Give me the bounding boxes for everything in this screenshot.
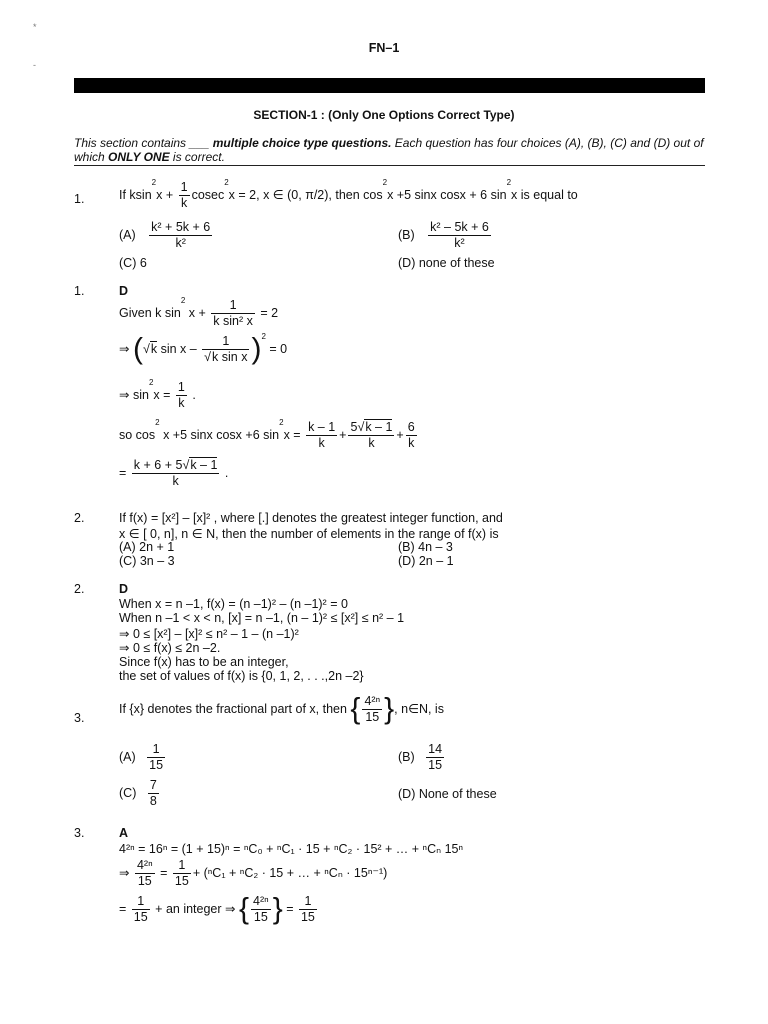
option-c: (C) $\frac{7}{8}$ [119, 778, 157, 808]
fraction: $\frac{\text{k² – 5k + 6}}{\text{k²}}$ [430, 220, 489, 250]
question-stem: If {x} denotes the fractional part of x, then { $\frac{\text{4²ⁿ}}{15}$ }, n∈N, is [119, 692, 444, 726]
stem-text: x is equal to [511, 187, 578, 202]
stem-text: x = 2, x ∈ (0, π/2), then cos [228, 187, 383, 202]
option-b [398, 220, 493, 251]
solution-line: When x = n –1, f(x) = (n –1)² – (n –1)² = 0 [119, 597, 348, 611]
fraction: $\frac{6}{k}$ [407, 420, 415, 450]
option-c: (C) 3n – 3 [119, 554, 175, 568]
answer-key: D [119, 582, 129, 596]
fraction: $\frac{\text{4²ⁿ}}{15}$ [253, 894, 269, 924]
fraction: $\frac{7}{8}$ [149, 778, 157, 808]
solution-line: Given k $\sin^2 x$ + $\frac{1}{\text{k sin² x}}$ = 2 [119, 296, 279, 328]
fraction: $\frac{1}{k}$ [180, 180, 188, 210]
stem-text: x + [156, 187, 177, 202]
fraction: $\frac{1}{k}$ [177, 380, 185, 410]
option-d: (D) none of these [398, 256, 495, 270]
margin-mark: - [33, 60, 36, 70]
question-number: 1. [74, 192, 85, 206]
divider [74, 165, 705, 166]
option-a [119, 220, 214, 251]
solution-line: Since f(x) has to be an integer, [119, 655, 289, 669]
fraction: $\frac{5√k - 1}{k}$ [350, 420, 393, 450]
solution-line: ⇒ 0 ≤ [x²] – [x]² ≤ n² – 1 – (n –1)² [119, 627, 299, 641]
intro-text: is correct. [169, 150, 225, 164]
answer-key: A [119, 826, 129, 840]
option-c: (C) 6 [119, 256, 147, 270]
fraction: $\frac{\text{4²ⁿ}}{15}$ [136, 858, 153, 888]
solution-line: ⇒ $\sin^2x$ = $\frac{1}{k}$ . [119, 378, 196, 410]
fraction: $\frac{1}{15}$ [174, 858, 189, 888]
solution-line: When n –1 < x < n, [x] = n –1, (n – 1)² ≤ [x²] ≤ n² – 1 [119, 611, 405, 625]
solution-line: the set of values of f(x) is {0, 1, 2, . . .,2n –2} [119, 669, 364, 683]
fraction: $\frac{1}{15}$ [300, 894, 315, 924]
stem-text: If ksin [119, 187, 152, 202]
intro-text: Each question has four choices (A), (B), (C) and (D) out of which [74, 136, 704, 164]
question-stem: x ∈ [ 0, n], n ∈ N, then the number of elements in the range of f(x) is [119, 527, 499, 541]
option-label: (A) [119, 227, 136, 242]
solution-line: ⇒ 0 ≤ f(x) ≤ 2n –2. [119, 641, 221, 655]
answer-key: D [119, 284, 129, 298]
stem-text: cosec [191, 187, 225, 202]
fraction: $\frac{1}{\text{√k sin x}}$ [204, 334, 248, 364]
solution-line: 4²ⁿ = 16ⁿ = (1 + 15)ⁿ = ⁿC₀ + ⁿC₁ · 15 + ⁿC₂ · 15² + … + ⁿCₙ 15ⁿ [119, 842, 464, 856]
solution-line: ⇒ $\frac{\text{4²ⁿ}}{15}$ = $\frac{1}{15}$ + (ⁿC₁ + ⁿC₂ · 15 + … + ⁿCₙ · 15ⁿ⁻¹) [119, 858, 388, 888]
section-intro [74, 136, 705, 164]
fraction: $\frac{k - 1}{k}$ [308, 420, 336, 450]
question-number: 3. [74, 711, 85, 725]
option-d: (D) 2n – 1 [398, 554, 454, 568]
solution-line: so $\cos^2 x +5$ sinx cosx +6 $\sin^2x$ = $\frac{k - 1}{k}$ + $\frac{5√k - 1}{k}$ + $\frac{6}{k}$ [119, 418, 415, 450]
option-a: (A) $\frac{1}{15}$ [119, 742, 164, 772]
option-b: (B) 4n – 3 [398, 540, 453, 554]
solution-line: = $\frac{1}{15}$ + an integer ⇒ { $\frac{\text{4²ⁿ}}{15}$ } = $\frac{1}{15}$ [119, 892, 315, 926]
header-band [74, 78, 705, 93]
intro-bold: multiple choice type questions. [212, 136, 392, 150]
fraction: $\frac{1}{\text{k sin² x}}$ [213, 298, 253, 328]
option-d: (D) None of these [398, 787, 497, 801]
solution-number: 1. [74, 284, 85, 298]
fraction: $\frac{\text{4²ⁿ}}{15}$ [364, 694, 381, 724]
solution-number: 3. [74, 826, 85, 840]
stem-text: x +5 sinx cosx + 6 sin [387, 187, 507, 202]
option-b: (B) $\frac{14}{15}$ [398, 742, 443, 772]
solution-line: ⇒ (√k sin x – $\frac{1}{\text{√k sin x}}$ )$^2$ = 0 [119, 332, 288, 366]
question-number: 2. [74, 511, 85, 525]
intro-bold: ONLY ONE [108, 150, 170, 164]
section-title: SECTION-1 : (Only One Options Correct Type) [253, 108, 515, 122]
option-a: (A) 2n + 1 [119, 540, 175, 554]
solution-number: 2. [74, 582, 85, 596]
question-stem: If ksin$^2$x + $\frac{1}{k}$ cosec$^2$x = 2, x ∈ (0, π/2), then $\cos^2x +5$ sinx cosx + 6 $\sin^2x$ is equal to [119, 178, 578, 210]
fraction: $\frac{\text{k² + 5k + 6}}{\text{k²}}$ [151, 220, 211, 250]
margin-mark: * [33, 22, 37, 32]
solution-line: = $\frac{k + 6 + 5√k - 1}{k}$ . [119, 458, 229, 488]
fraction: $\frac{1}{15}$ [149, 742, 164, 772]
page-code: FN–1 [368, 41, 400, 55]
fraction: $\frac{14}{15}$ [428, 742, 443, 772]
fraction: $\frac{1}{15}$ [133, 894, 148, 924]
option-label: (B) [398, 227, 415, 242]
question-stem: If f(x) = [x²] – [x]² , where [.] denotes the greatest integer function, and [119, 511, 503, 525]
intro-text: This section contains ___ [74, 136, 213, 150]
fraction: $\frac{k + 6 + 5√k - 1}{k}$ [133, 458, 218, 488]
